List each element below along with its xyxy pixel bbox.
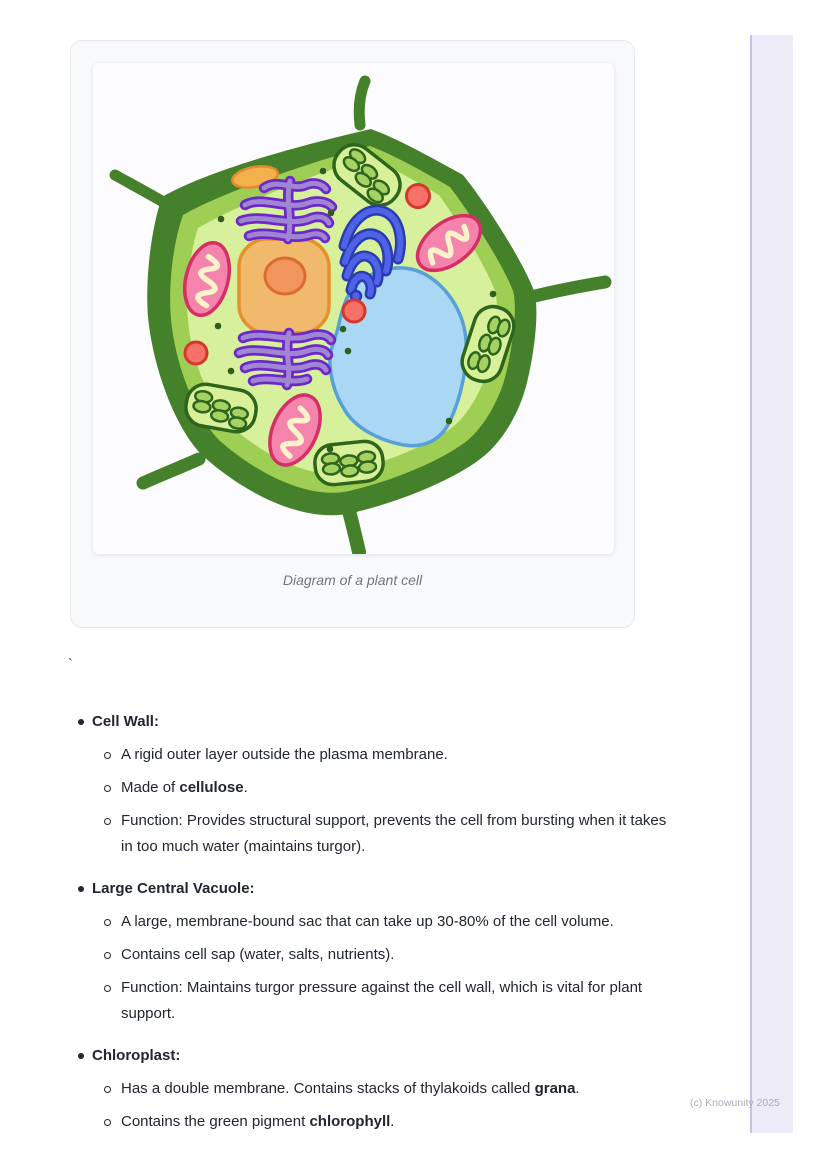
notes-list [70,709,669,1151]
sub-list-item [70,1109,669,1135]
nucleolus [265,258,305,294]
sub-list-item [70,808,669,860]
sub-list-item-text: Has a double membrane. Contains stacks of thylakoids called grana. [121,1080,580,1097]
vesicle [343,300,365,322]
sub-list-item [70,942,669,968]
list-item [70,876,669,1027]
sub-list-item-text: A large, membrane-bound sac that can take up 30-80% of the cell volume. [121,913,614,930]
list-item-title: Chloroplast: [70,1043,669,1069]
vesicle [185,342,207,364]
vesicle [407,185,430,208]
list-item [70,1043,669,1135]
circle-bullet-icon [104,752,111,759]
figure-card [70,40,635,628]
circle-bullet-icon [104,952,111,959]
bullet-icon [78,719,84,725]
sub-list-item-text: A rigid outer layer outside the plasma membrane. [121,746,448,763]
plant-cell-diagram [93,63,614,554]
circle-bullet-icon [104,985,111,992]
chloroplast [313,440,385,487]
list-item-title: Cell Wall: [70,709,669,735]
circle-bullet-icon [104,785,111,792]
sub-list-item [70,1076,669,1102]
circle-bullet-icon [104,818,111,825]
next-page-edge[interactable] [750,35,793,1133]
watermark: (c) Knowunity 2025 [690,1097,780,1109]
sub-list-item-text: Function: Provides structural support, prevents the cell from bursting when it takes in too much water (maintains turgor). [121,812,667,855]
bullet-icon [78,1053,84,1059]
sub-list-item-text: Function: Maintains turgor pressure against the cell wall, which is vital for plant support. [121,979,643,1022]
plant-cell-image[interactable] [93,63,614,554]
circle-bullet-icon [104,919,111,926]
sub-list-item [70,975,669,1027]
sub-list-item-text: Contains the green pigment chlorophyll. [121,1113,395,1130]
circle-bullet-icon [104,1086,111,1093]
sub-list-item [70,742,669,768]
sub-list-item-text: Contains cell sap (water, salts, nutrients). [121,946,395,963]
circle-bullet-icon [104,1119,111,1126]
stray-backtick-text: ` [68,656,73,673]
sub-list-item [70,775,669,801]
figure-caption: Diagram of a plant cell [282,572,423,588]
bullet-icon [78,886,84,892]
list-item [70,709,669,860]
sub-list-item [70,909,669,935]
sub-list-item-text: Made of cellulose. [121,779,248,796]
list-item-title: Large Central Vacuole: [70,876,669,902]
